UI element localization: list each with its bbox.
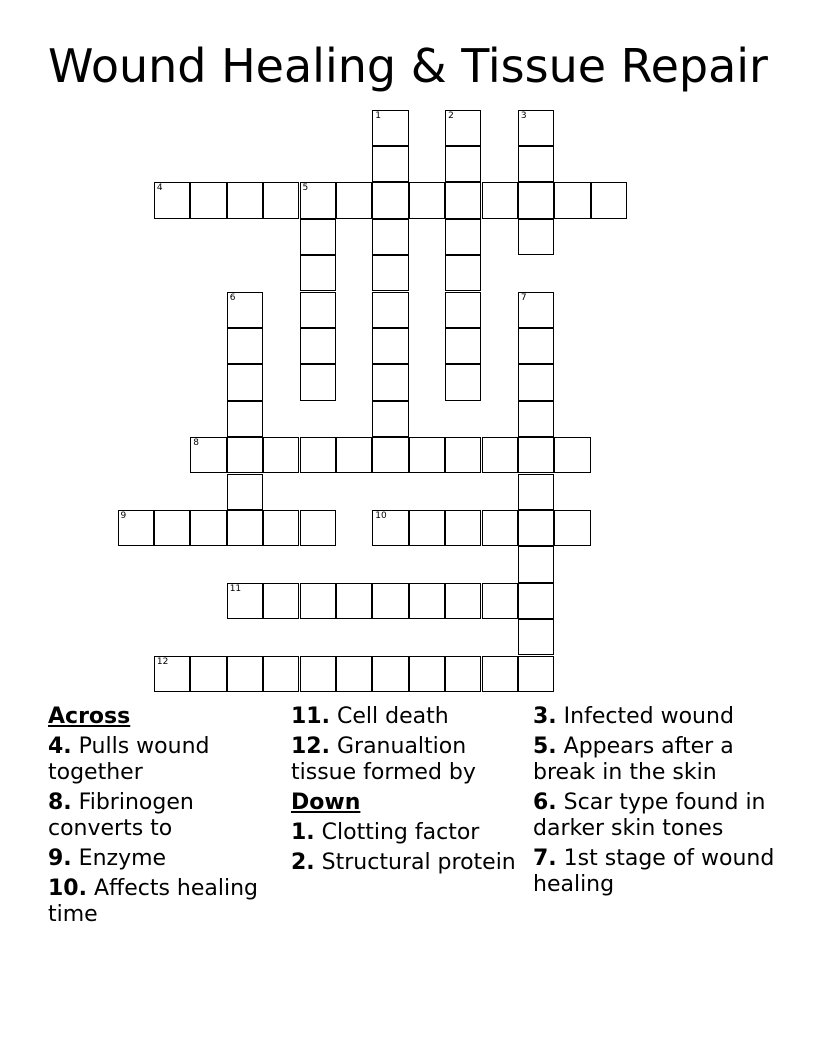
grid-cell[interactable] xyxy=(300,292,336,328)
cell-number: 10 xyxy=(375,510,387,521)
grid-cell[interactable] xyxy=(190,510,226,546)
grid-cell[interactable] xyxy=(482,182,518,218)
grid-cell[interactable] xyxy=(336,182,372,218)
grid-cell[interactable] xyxy=(154,656,190,692)
grid-cell[interactable] xyxy=(372,110,408,146)
grid-cell[interactable] xyxy=(300,182,336,218)
grid-cell[interactable] xyxy=(482,510,518,546)
clue-text: Cell death xyxy=(336,704,449,729)
grid-cell[interactable] xyxy=(372,146,408,182)
grid-cell[interactable] xyxy=(518,219,554,255)
clue-text: Infected wound xyxy=(563,704,734,729)
grid-cell[interactable] xyxy=(227,328,263,364)
grid-cell[interactable] xyxy=(445,255,481,291)
grid-cell[interactable] xyxy=(445,656,481,692)
grid-cell[interactable] xyxy=(227,182,263,218)
grid-cell[interactable] xyxy=(372,510,408,546)
grid-cell[interactable] xyxy=(518,401,554,437)
clue-down-2 xyxy=(291,850,531,876)
clue-number: 9. xyxy=(48,846,72,871)
clue-number: 1. xyxy=(291,820,315,845)
grid-cell[interactable] xyxy=(445,292,481,328)
clue-number: 12. xyxy=(291,734,330,759)
cell-number: 12 xyxy=(156,656,169,667)
cell-number: 3 xyxy=(520,110,527,121)
clue-across-11 xyxy=(291,704,531,730)
clue-text: Structural protein xyxy=(321,850,516,875)
clue-text: Fibrinogen converts to xyxy=(48,790,194,841)
grid-cell[interactable] xyxy=(482,583,518,619)
grid-cell[interactable] xyxy=(518,474,554,510)
grid-cell[interactable] xyxy=(263,510,299,546)
grid-cell[interactable] xyxy=(518,619,554,655)
puzzle-title: Wound Healing & Tissue Repair xyxy=(48,39,768,93)
grid-cell[interactable] xyxy=(263,437,299,473)
grid-cell[interactable] xyxy=(372,656,408,692)
grid-cell[interactable] xyxy=(372,219,408,255)
grid-cell[interactable] xyxy=(409,583,445,619)
grid-cell[interactable] xyxy=(227,437,263,473)
clue-down-1 xyxy=(291,820,531,846)
clue-text: Affects healing time xyxy=(48,876,258,927)
grid-cell[interactable] xyxy=(300,583,336,619)
clue-column-2 xyxy=(291,704,531,880)
grid-cell[interactable] xyxy=(372,292,408,328)
grid-cell[interactable] xyxy=(227,364,263,400)
grid-cell[interactable] xyxy=(227,401,263,437)
grid-cell[interactable] xyxy=(372,583,408,619)
grid-cell[interactable] xyxy=(518,583,554,619)
grid-cell[interactable] xyxy=(372,182,408,218)
grid-cell[interactable] xyxy=(445,437,481,473)
clue-number: 5. xyxy=(533,734,557,759)
cell-number: 8 xyxy=(193,438,200,449)
grid-cell[interactable] xyxy=(300,364,336,400)
grid-cell[interactable] xyxy=(263,182,299,218)
clue-number: 10. xyxy=(48,876,87,901)
grid-cell[interactable] xyxy=(445,182,481,218)
clue-text: Granualtion tissue formed by xyxy=(291,734,476,785)
clue-text: Pulls wound together xyxy=(48,734,210,785)
clue-down-6 xyxy=(533,790,793,842)
clue-number: 3. xyxy=(533,704,557,729)
clue-text: Scar type found in darker skin tones xyxy=(533,790,766,841)
grid-cell[interactable] xyxy=(518,510,554,546)
grid-cell[interactable] xyxy=(591,182,627,218)
grid-cell[interactable] xyxy=(263,583,299,619)
grid-cell[interactable] xyxy=(300,437,336,473)
grid-cell[interactable] xyxy=(300,328,336,364)
grid-cell[interactable] xyxy=(118,510,154,546)
grid-cell[interactable] xyxy=(372,255,408,291)
grid-cell[interactable] xyxy=(300,255,336,291)
grid-cell[interactable] xyxy=(336,583,372,619)
grid-cell[interactable] xyxy=(518,328,554,364)
grid-cell[interactable] xyxy=(554,437,590,473)
down-heading: Down xyxy=(291,790,361,815)
grid-cell[interactable] xyxy=(190,437,226,473)
grid-cell[interactable] xyxy=(445,364,481,400)
grid-cell[interactable] xyxy=(518,110,554,146)
grid-cell[interactable] xyxy=(445,583,481,619)
clue-across-10 xyxy=(48,876,288,928)
grid-cell[interactable] xyxy=(300,510,336,546)
cell-number: 5 xyxy=(302,183,309,194)
grid-cell[interactable] xyxy=(372,401,408,437)
cell-number: 6 xyxy=(229,292,236,303)
grid-cell[interactable] xyxy=(445,328,481,364)
grid-cell[interactable] xyxy=(263,656,299,692)
clue-text: Enzyme xyxy=(78,846,167,871)
grid-cell[interactable] xyxy=(154,510,190,546)
cell-number: 9 xyxy=(120,510,127,521)
grid-cell[interactable] xyxy=(300,219,336,255)
grid-cell[interactable] xyxy=(554,510,590,546)
grid-cell[interactable] xyxy=(190,656,226,692)
clue-number: 6. xyxy=(533,790,557,815)
grid-cell[interactable] xyxy=(518,292,554,328)
clue-number: 4. xyxy=(48,734,72,759)
clue-column-1 xyxy=(48,704,288,932)
grid-cell[interactable] xyxy=(518,437,554,473)
cell-number: 2 xyxy=(448,110,454,121)
clue-down-5 xyxy=(533,734,793,786)
grid-cell[interactable] xyxy=(336,437,372,473)
grid-cell[interactable] xyxy=(445,110,481,146)
grid-cell[interactable] xyxy=(336,656,372,692)
cell-number: 7 xyxy=(520,292,527,303)
grid-cell[interactable] xyxy=(445,510,481,546)
clue-text: 1st stage of wound healing xyxy=(533,846,775,897)
grid-cell[interactable] xyxy=(409,510,445,546)
grid-cell[interactable] xyxy=(154,182,190,218)
grid-cell[interactable] xyxy=(227,510,263,546)
grid-cell[interactable] xyxy=(518,182,554,218)
clue-text: Appears after a break in the skin xyxy=(533,734,734,785)
clue-across-12 xyxy=(291,734,531,786)
grid-cell[interactable] xyxy=(227,292,263,328)
clue-number: 2. xyxy=(291,850,315,875)
clue-across-4 xyxy=(48,734,288,786)
grid-cell[interactable] xyxy=(227,474,263,510)
grid-cell[interactable] xyxy=(227,583,263,619)
grid-cell[interactable] xyxy=(518,546,554,582)
grid-cell[interactable] xyxy=(227,656,263,692)
clue-number: 11. xyxy=(291,704,330,729)
grid-cell[interactable] xyxy=(445,146,481,182)
clue-column-3 xyxy=(533,704,793,902)
across-heading: Across xyxy=(48,704,131,729)
grid-cell[interactable] xyxy=(372,328,408,364)
grid-cell[interactable] xyxy=(409,656,445,692)
grid-cell[interactable] xyxy=(190,182,226,218)
grid-cell[interactable] xyxy=(518,364,554,400)
grid-cell[interactable] xyxy=(409,437,445,473)
clue-number: 8. xyxy=(48,790,72,815)
clue-down-3 xyxy=(533,704,793,730)
cell-number: 4 xyxy=(156,183,163,194)
clue-across-8 xyxy=(48,790,288,842)
clue-number: 7. xyxy=(533,846,557,871)
grid-cell[interactable] xyxy=(518,656,554,692)
grid-cell[interactable] xyxy=(300,656,336,692)
clue-text: Clotting factor xyxy=(321,820,480,845)
grid-cell[interactable] xyxy=(372,364,408,400)
grid-cell[interactable] xyxy=(554,182,590,218)
cell-number: 1 xyxy=(375,110,382,121)
grid-cell[interactable] xyxy=(518,146,554,182)
grid-cell[interactable] xyxy=(372,437,408,473)
clue-down-7 xyxy=(533,846,793,898)
clue-across-9 xyxy=(48,846,288,872)
grid-cell[interactable] xyxy=(409,182,445,218)
grid-cell[interactable] xyxy=(445,219,481,255)
grid-cell[interactable] xyxy=(482,656,518,692)
cell-number: 11 xyxy=(229,583,242,594)
grid-cell[interactable] xyxy=(482,437,518,473)
